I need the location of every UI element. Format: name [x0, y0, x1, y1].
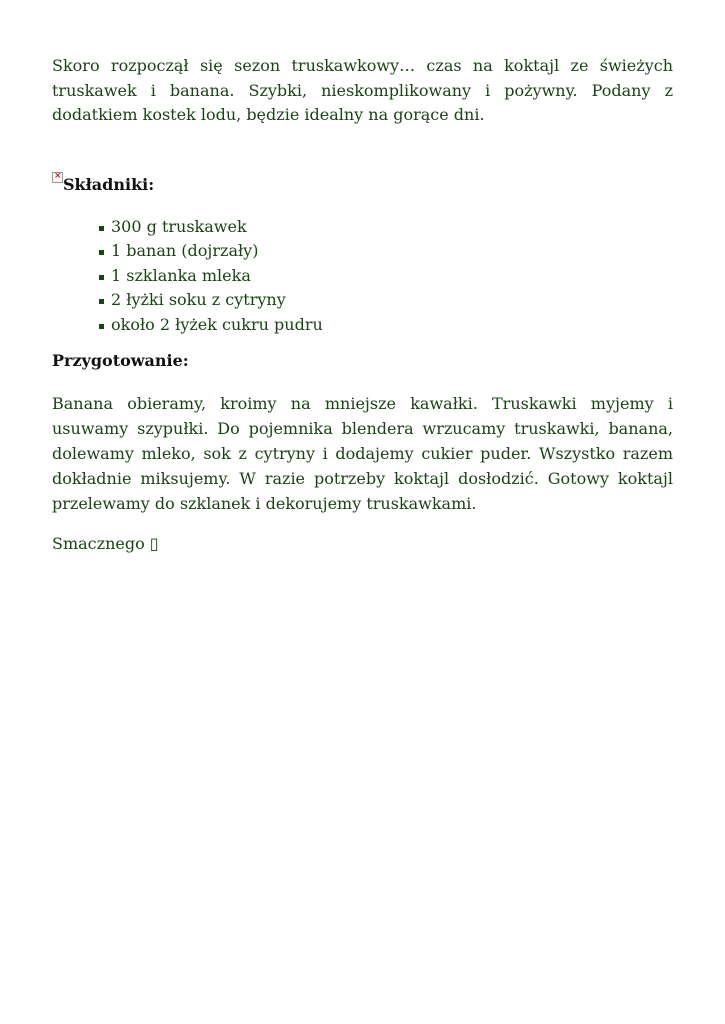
- closing-text: Smacznego: [52, 534, 150, 554]
- list-item: 1 szklanka mleka: [99, 264, 673, 289]
- list-item: 300 g truskawek: [99, 215, 673, 240]
- document-page: [52, 54, 673, 556]
- closing-line: [52, 532, 673, 556]
- broken-image-icon: ×: [54, 170, 62, 181]
- ingredients-heading: Składniki:: [63, 174, 155, 194]
- preparation-paragraph: Banana obieramy, kroimy na mniejsze kawałki. Truskawki myjemy i usuwamy szypułki. Do pojemnika blendera wrzucamy truskawki, banana, dolewamy mleko, sok z cytryny i dodajemy cukier puder. Wszystko razem dokładnie miksujemy. W razie potrzeby koktajl dosłodzić. Gotowy koktajl przelewamy do szklanek i dekorujemy truskawkami.: [52, 394, 673, 514]
- ingredients-heading-row: [52, 172, 673, 196]
- list-item: 1 banan (dojrzały): [99, 239, 673, 264]
- emoji-placeholder-glyph: ▯: [149, 534, 159, 554]
- intro-paragraph: Skoro rozpoczął się sezon truskawkowy… czas na koktajl ze świeżych truskawek i banana. Szybki, nieskomplikowany i pożywny. Podany z dodatkiem kostek lodu, będzie idealny na gorące dni.: [52, 56, 673, 124]
- list-item: około 2 łyżek cukru pudru: [99, 313, 673, 338]
- list-item: 2 łyżki soku z cytryny: [99, 288, 673, 313]
- ingredients-list: [52, 215, 673, 338]
- preparation-heading: Przygotowanie:: [52, 351, 189, 371]
